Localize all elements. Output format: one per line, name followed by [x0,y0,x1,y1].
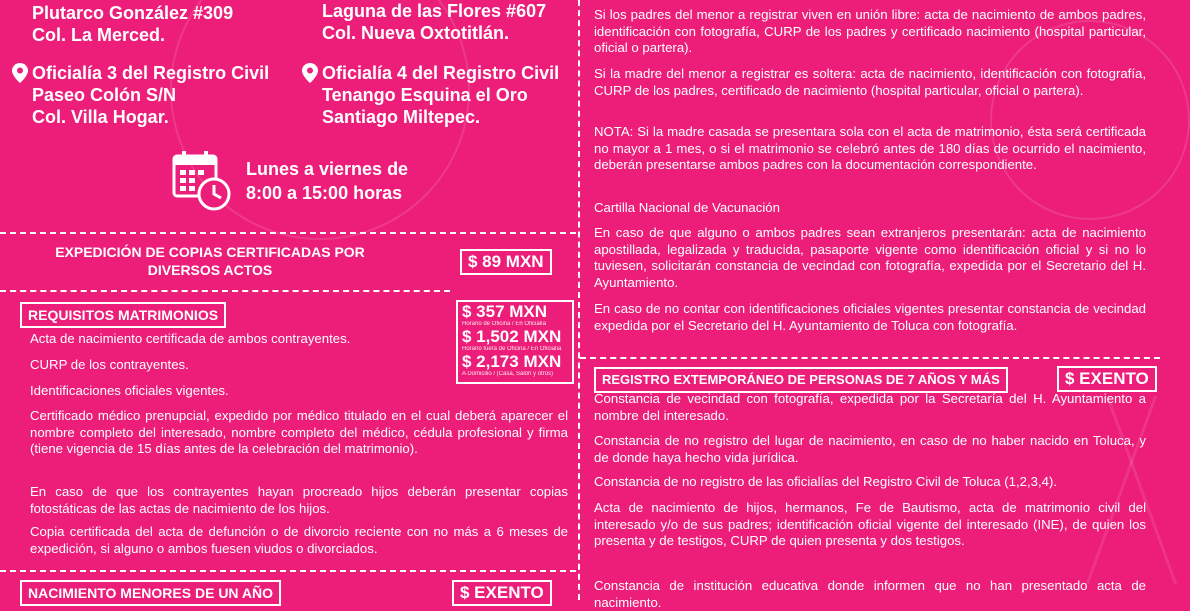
office-1-street: Plutarco González #309 [32,3,234,23]
location-pin-icon [302,63,318,83]
price-oficina: $ 357 MXN Horario de Oficina / En Oficialía [462,302,548,327]
requirement-paragraph: En caso de que alguno o ambos padres sean extranjeros presentarán: acta de nacimiento apostillada, legalizada y traducida, pasaporte vigente como identificación oficial y si no lo tuviesen, solicitarán constancia de vecindad con fotografía, expedida por el Secretario del H. Ayuntamiento. [594,225,1146,290]
extemporaneo-item: Constancia de no registro de las oficialías del Registro Civil de Toluca (1,2,3,4). [594,474,1058,489]
matrimonios-prices [456,300,574,384]
left-column [0,0,576,600]
section-divider [0,232,576,234]
office-hours [246,157,408,205]
nacimiento-title: NACIMIENTO MENORES DE UN AÑO [20,580,281,606]
requirement-paragraph: Si los padres del menor a registrar viven en unión libre: acta de nacimiento de ambos padres, identificación con fotografía, CURP de los padres y certificado nacimiento (hospital particular, oficial o partera). [594,7,1146,55]
section-divider [0,570,576,572]
office-4 [302,62,559,128]
requirement-paragraph: Si la madre del menor a registrar es soltera: acta de nacimiento, identificación con fotografía, CURP de los padres, certificado de nacimiento (hospital particular, oficial o partera). [594,66,1146,98]
requirement-paragraph: En caso de no contar con identificaciones oficiales vigentes presentar constancia de vecindad expedida por el Secretario del H. Ayuntamiento de Toluca con fotografía. [594,301,1146,333]
nacimiento-price: $ EXENTO [452,580,552,606]
extemporaneo-price: $ EXENTO [1057,366,1157,392]
office-3-name: Oficialía 3 del Registro Civil [32,63,270,83]
copias-title: EXPEDICIÓN DE COPIAS CERTIFICADAS POR DIVERSOS ACTOS [55,244,365,278]
price-fuera-oficina: $ 1,502 MXN Horario fuera de Oficina / En Oficialía [462,327,562,352]
office-3-colonia: Col. Villa Hogar. [32,107,169,127]
extemporaneo-item: Constancia de vecindad con fotografía, expedida por la Secretaría del H. Ayuntamiento a nombre del interesado. [594,391,1146,423]
extemporaneo-title: REGISTRO EXTEMPORÁNEO DE PERSONAS DE 7 AÑOS Y MÁS [594,367,1008,393]
office-3 [12,62,269,128]
extemporaneo-item: Acta de nacimiento de hijos, hermanos, Fe de Bautismo, acta de matrimonio civil del interesado y/o de sus padres; identificación oficial vigente del interesado (INE), de quien los presenta y de testigos, CURP de quien presenta y dos testigos. [594,500,1146,548]
office-2-colonia: Col. Nueva Oxtotitlán. [322,23,510,43]
matrimonios-item: CURP de los contrayentes. [30,357,189,372]
section-divider [0,290,450,292]
office-2 [322,0,546,44]
matrimonios-item: Identificaciones oficiales vigentes. [30,383,229,398]
matrimonios-item: Copia certificada del acta de defunción o de divorcio reciente con no más a 6 meses de expedición, si alguno o ambos fuesen viudos o divorciados. [30,524,568,556]
matrimonios-title: REQUISITOS MATRIMONIOS [20,302,226,328]
office-1 [32,2,233,46]
section-divider [580,357,1160,359]
matrimonios-item: Acta de nacimiento certificada de ambos contrayentes. [30,331,351,346]
office-2-street: Laguna de las Flores #607 [322,1,547,21]
calendar-clock-icon [172,150,232,212]
location-pin-icon [12,63,28,83]
requirement-paragraph: NOTA: Si la madre casada se presentara sola con el acta de matrimonio, ésta será certificada no mayor a 1 mes, o si el matrimonio se celebró antes de 180 días de ocurrido el nacimiento, deberán presentarse ambos padres con la documentación correspondiente. [594,124,1146,172]
price-domicilio: $ 2,173 MXN A Domicilio / (Casa, Salón y otros) [462,352,562,377]
office-4-colonia: Santiago Miltepec. [322,107,481,127]
office-4-street: Tenango Esquina el Oro [322,85,528,105]
office-4-name: Oficialía 4 del Registro Civil [322,63,560,83]
hours-time: 8:00 a 15:00 horas [246,183,403,203]
matrimonios-item: Certificado médico prenupcial, expedido por médico titulado en el cual deberá aparecer el nombre completo del interesado, nombre completo del médico, cédula profesional y firma (tiene vigencia de 15 días antes de la celebración del matrimonio). [30,408,568,456]
copias-price: $ 89 MXN [460,249,552,275]
requirement-paragraph: Cartilla Nacional de Vacunación [594,200,780,215]
matrimonios-item: En caso de que los contrayentes hayan procreado hijos deberán presentar copias fotostáticas de las actas de nacimiento de los hijos. [30,484,568,516]
hours-days: Lunes a viernes de [246,159,409,179]
office-1-colonia: Col. La Merced. [32,25,166,45]
office-3-street: Paseo Colón S/N [32,85,177,105]
extemporaneo-item: Constancia de no registro del lugar de nacimiento, en caso de no haber nacido en Toluca, y de donde haya hecho vida jurídica. [594,433,1146,465]
right-column [580,0,1160,610]
extemporaneo-item: Constancia de institución educativa donde informen que no han presentado acta de nacimiento. [594,578,1146,610]
